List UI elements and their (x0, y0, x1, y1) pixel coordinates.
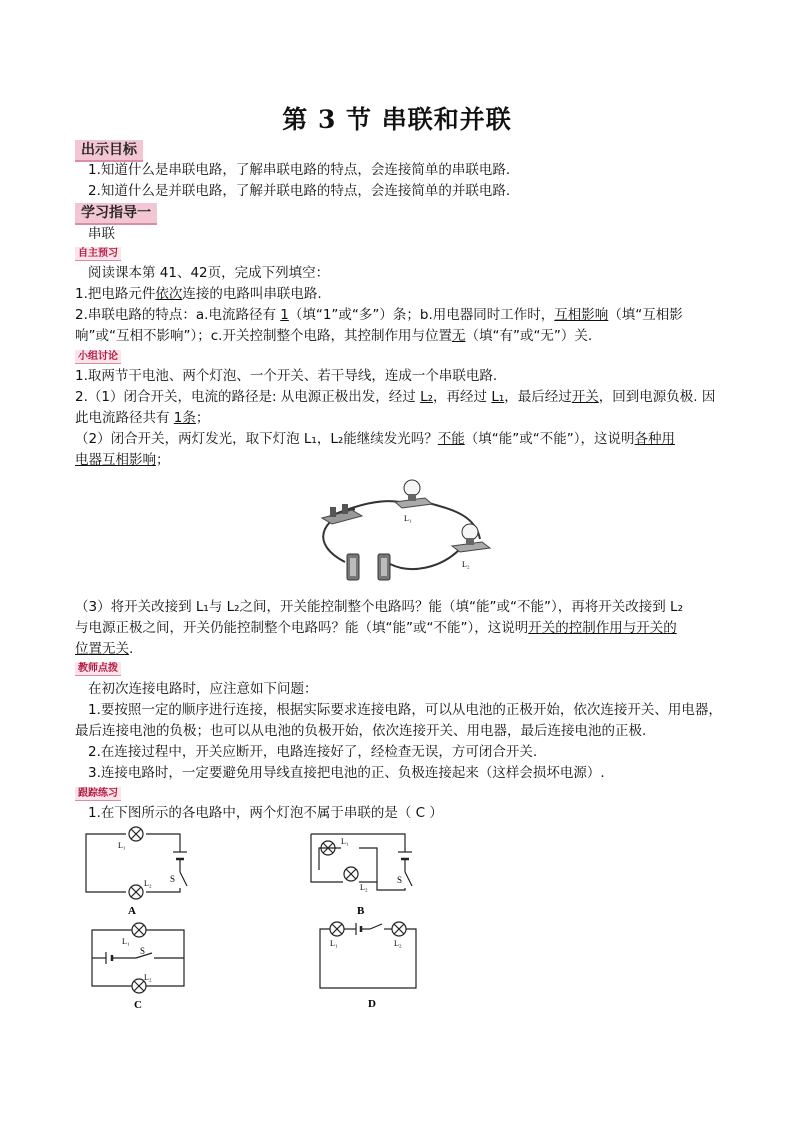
goal-2: 2.知道什么是并联电路，了解并联电路的特点，会连接简单的并联电路. (88, 183, 511, 199)
discuss-1: 1.取两节干电池、两个灯泡、一个开关、若干导线，连成一个串联电路. (75, 368, 498, 384)
switch-lever (370, 924, 382, 929)
discuss-4: （3）将开关改接到 L₁与 L₂之间，开关能控制整个电路吗？能（填“能”或“不能”），再将开关改接到 L₂ (75, 599, 683, 615)
label-l2: L₂ (360, 883, 368, 892)
switch-lever (405, 872, 412, 886)
teacher-p1: 1.要按照一定的顺序进行连接，根据实际要求连接电路，可以从电池的正极开始，依次连接开关、用电器， (88, 702, 722, 718)
page-title: 第 3 节 串联和并联 (282, 105, 512, 134)
subsection-title: 串联 (88, 226, 115, 242)
bulb-icon (395, 480, 432, 508)
discuss-4-end: 位置无关. (75, 641, 134, 657)
discuss-2: 2.（1）闭合开关，电流的路径是: 从电源正极出发，经过 L₂，再经过 L₁，最后经过开关，回到电源负极. 因 (75, 389, 716, 405)
battery-icon (347, 554, 390, 580)
wire (146, 888, 180, 892)
label-l1: L₁ (118, 841, 126, 850)
circuit-b (305, 826, 425, 918)
wire (311, 834, 405, 852)
circuit-label: D (368, 998, 376, 1010)
circuit-label: B (357, 905, 365, 917)
tag-guide1: 学习指导一 (75, 203, 157, 225)
teacher-p3: 3.连接电路时，一定要避免用导线直接把电池的正、负极连接起来（这样会损坏电源）. (88, 765, 605, 781)
bulb-l1-label: L₁ (404, 514, 412, 523)
tag-discuss: 小组讨论 (75, 350, 121, 364)
teacher-p1-cont: 最后连接电池的负极；也可以从电池的负极开始，依次连接开关、用电器，最后连接电池的正极. (75, 723, 647, 739)
circuit-photo (300, 474, 515, 586)
preview-q2: 2.串联电路的特点：a.电流路径有 1（填“1”或“多”）条；b.用电器同时工作时，互相影响（填“互相影 (75, 307, 683, 323)
tag-goal: 出示目标 (75, 140, 143, 162)
label-s: S (170, 874, 176, 884)
circuit-label: C (134, 999, 142, 1011)
circuit-a (80, 826, 195, 918)
label-l2: L₂ (394, 939, 402, 948)
teacher-p2: 2.在连接过程中，开关应断开，电路连接好了，经检查无误，方可闭合开关. (88, 744, 538, 760)
preview-q1: 1.把电路元件依次连接的电路叫串联电路. (75, 286, 322, 302)
teacher-intro: 在初次连接电路时，应注意如下问题： (88, 681, 318, 697)
label-s: S (140, 946, 146, 956)
tag-teacher: 教师点拨 (75, 662, 121, 676)
switch-lever (180, 872, 187, 886)
bulb-icon (452, 524, 490, 552)
circuit-c (82, 918, 197, 1013)
discuss-3: （2）闭合开关，两灯发光，取下灯泡 L₁，L₂能继续发光吗？不能（填“能”或“不能”），这说明各种用 (75, 431, 675, 447)
label-l1: L₁ (330, 939, 338, 948)
bulb-l2-label: L₂ (462, 560, 470, 569)
practice-q1: 1.在下图所示的各电路中，两个灯泡不属于串联的是（ C ） (88, 805, 443, 821)
preview-q2-cont: 响”或“互相不影响”）；c.开关控制整个电路，其控制作用与位置无（填“有”或“无”）关. (75, 328, 593, 344)
label-l1: L₁ (341, 837, 349, 846)
discuss-3-cont: 电器互相影响； (75, 452, 170, 468)
wire (146, 834, 180, 852)
tag-practice: 跟踪练习 (75, 787, 121, 801)
discuss-2-cont: 此电流路径共有 1条； (75, 410, 210, 426)
label-l2: L₂ (144, 973, 152, 982)
label-l1: L₁ (122, 937, 130, 946)
wire (320, 929, 416, 988)
wire (390, 549, 460, 569)
label-l2: L₂ (144, 879, 152, 888)
discuss-4-cont: 与电源正极之间，开关仍能控制整个电路吗？能（填“能”或“不能”），这说明开关的控制作用与开关的 (75, 620, 677, 636)
circuit-d (312, 916, 430, 1011)
tag-preview: 自主预习 (75, 247, 121, 261)
label-s: S (397, 875, 403, 885)
goal-1: 1.知道什么是串联电路，了解串联电路的特点，会连接简单的串联电路. (88, 162, 511, 178)
preview-intro: 阅读课本第 41、42页，完成下列填空： (88, 265, 330, 281)
circuit-label: A (128, 905, 136, 917)
